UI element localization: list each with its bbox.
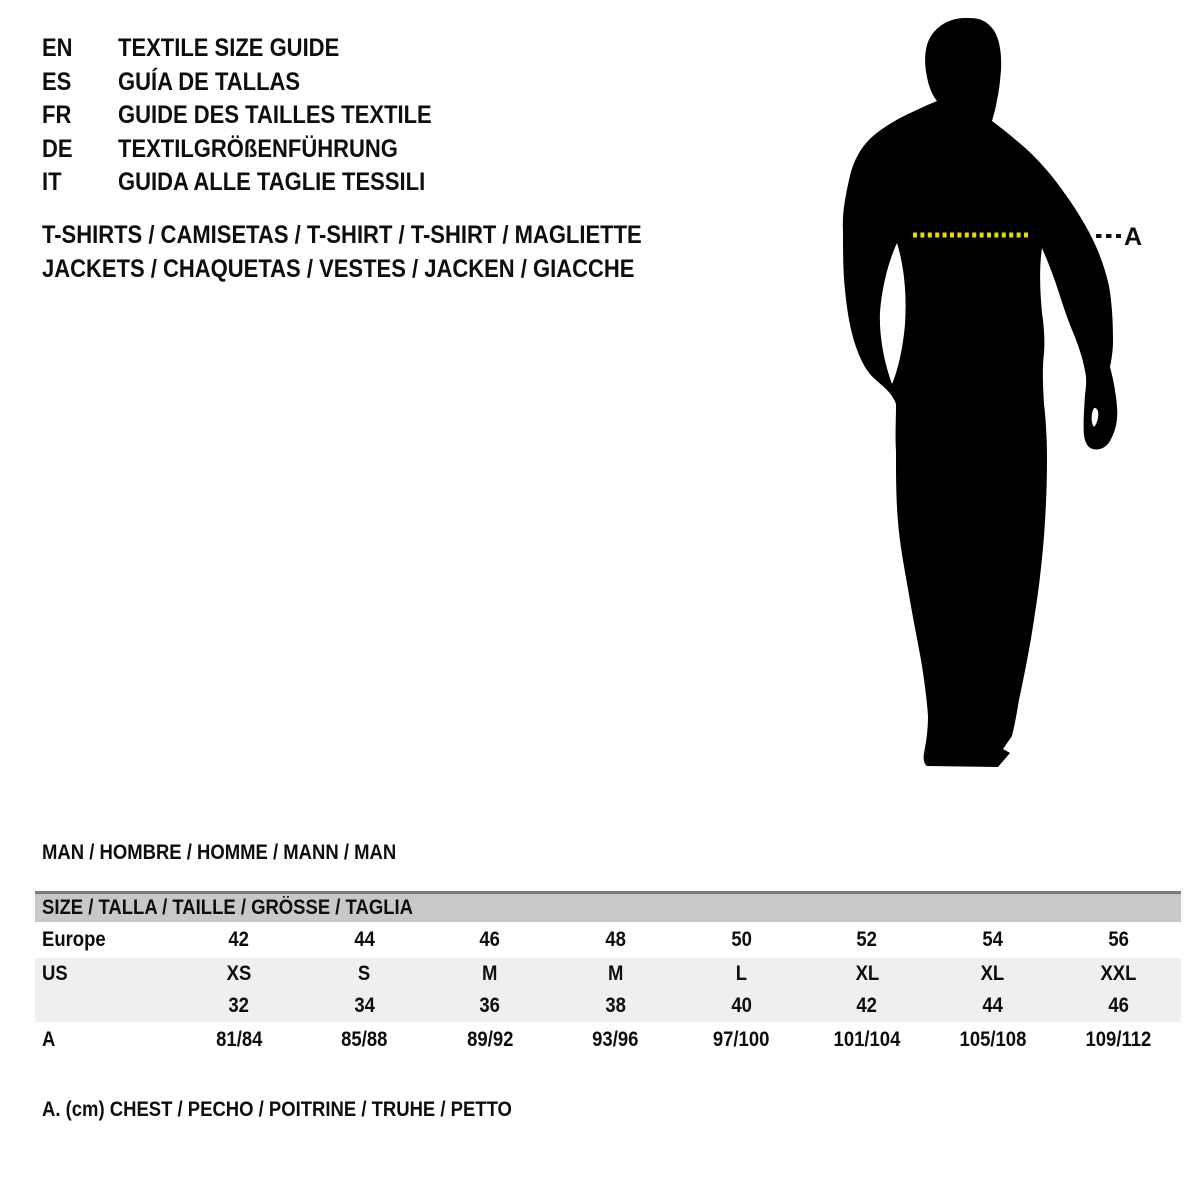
category-line-tshirts [42, 219, 723, 253]
size-table [35, 891, 1181, 1058]
cell-value: 81/84 [215, 1028, 262, 1051]
table-row-europe [35, 922, 1181, 958]
footnote-text: A. (cm) CHEST / PECHO / POITRINE / TRUHE / PETTO [42, 1098, 512, 1121]
cell-value: 52 [856, 928, 878, 951]
footnote [42, 1098, 576, 1122]
cell-value: 56 [1107, 928, 1129, 951]
language-code: ES [42, 67, 72, 96]
size-table-header [35, 891, 1181, 922]
language-code: FR [42, 101, 72, 130]
cell-value: 54 [982, 928, 1003, 951]
language-row-fr [42, 99, 475, 133]
cell-value: S [358, 962, 371, 985]
cell-value: M [607, 962, 624, 985]
language-row-de [42, 133, 475, 167]
category-lines [42, 219, 723, 286]
language-title: GUIDE DES TAILLES TEXTILE [118, 101, 432, 130]
language-list [42, 32, 475, 200]
cell-value: 101/104 [833, 1028, 901, 1051]
row-label: A [42, 1028, 56, 1051]
category-line-tshirts-text: T-SHIRTS / CAMISETAS / T-SHIRT / T-SHIRT / MAGLIETTE [42, 221, 642, 250]
language-row-es [42, 66, 475, 100]
cell-value: M [482, 962, 498, 985]
cell-value: 42 [228, 928, 250, 951]
cell-value: 42 [856, 994, 878, 1017]
table-row-us [35, 958, 1181, 990]
cell-value: 40 [731, 994, 752, 1017]
cell-value: 38 [605, 994, 626, 1017]
language-title: TEXTILE SIZE GUIDE [118, 34, 340, 63]
cell-value: 46 [479, 928, 501, 951]
row-label: Europe [42, 928, 106, 951]
language-code: IT [42, 168, 62, 197]
man-silhouette [843, 18, 1117, 767]
cell-value: 93/96 [592, 1028, 639, 1051]
cell-value: XS [226, 962, 252, 985]
language-title: GUIDA ALLE TAGLIE TESSILI [118, 168, 426, 197]
language-title: GUÍA DE TALLAS [118, 67, 301, 96]
table-row-blank [35, 990, 1181, 1022]
size-table-header-text: SIZE / TALLA / TAILLE / GRÖSSE / TAGLIA [42, 896, 413, 919]
cell-value: 89/92 [466, 1028, 514, 1051]
cell-value: 44 [982, 994, 1003, 1017]
language-row-it [42, 166, 475, 200]
section-heading [42, 841, 444, 865]
cell-value: 85/88 [341, 1028, 388, 1051]
man-silhouette-svg [820, 0, 1160, 800]
table-row-a [35, 1022, 1181, 1058]
row-label: US [42, 962, 68, 985]
cell-value: 34 [354, 994, 375, 1017]
cell-value: XL [980, 962, 1005, 985]
language-title: TEXTILGRÖßENFÜHRUNG [118, 134, 398, 163]
language-code: EN [42, 34, 73, 63]
cell-value: 32 [228, 994, 250, 1017]
language-code: DE [42, 134, 73, 163]
man-figure [820, 0, 1160, 800]
cell-value: XXL [1100, 962, 1137, 985]
cell-value: 97/100 [713, 1028, 770, 1051]
cell-value: L [735, 962, 747, 985]
cell-value: 109/112 [1085, 1028, 1152, 1051]
row-label [35, 994, 176, 1018]
category-line-jackets-text: JACKETS / CHAQUETAS / VESTES / JACKEN / GIACCHE [42, 254, 635, 283]
category-line-jackets [42, 253, 723, 287]
cell-value: 50 [731, 928, 752, 951]
cell-value: XL [855, 962, 879, 985]
cell-value: 48 [605, 928, 626, 951]
cell-value: 46 [1107, 994, 1129, 1017]
measure-label-a: A [1124, 223, 1143, 251]
section-heading-text: MAN / HOMBRE / HOMME / MANN / MAN [42, 841, 397, 864]
cell-value: 36 [479, 994, 501, 1017]
size-table-rows [35, 922, 1181, 1058]
cell-value: 105/108 [959, 1028, 1026, 1051]
cell-value: 44 [354, 928, 375, 951]
language-row-en [42, 32, 475, 66]
